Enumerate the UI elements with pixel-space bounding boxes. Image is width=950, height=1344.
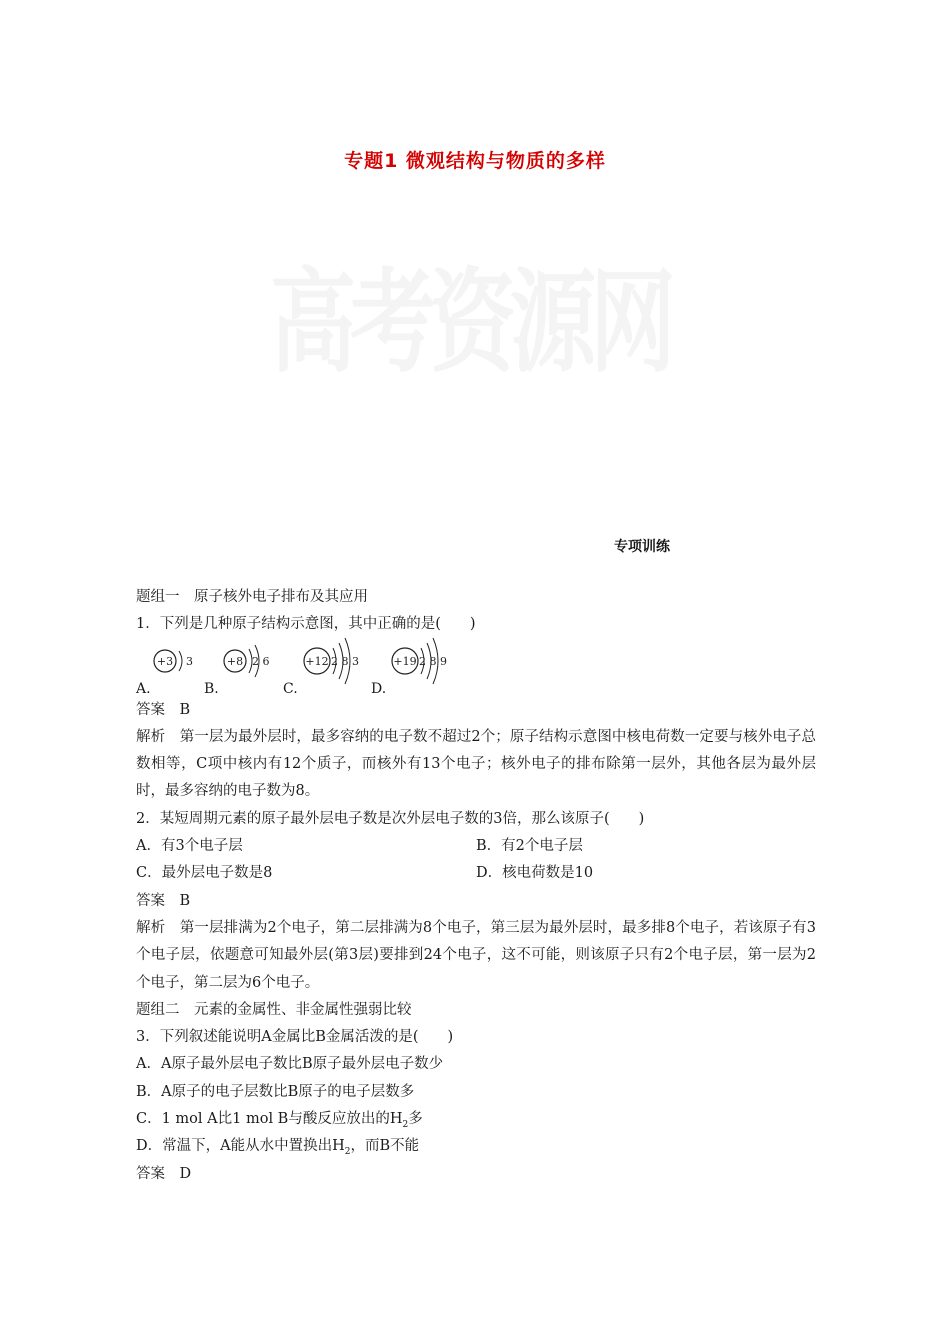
nucleus-charge: +8 [226, 654, 244, 668]
option-label: A. [136, 680, 151, 697]
group-heading-2: 题组二 元素的金属性、非金属性强弱比较 [136, 1001, 412, 1018]
atom-option-b [204, 639, 294, 697]
atom-option-d [371, 639, 481, 697]
nucleus-charge: +19 [393, 654, 417, 668]
shell-electrons: 2 8 9 [419, 654, 447, 668]
option-label: B. [204, 680, 219, 697]
question-2-stem: 2．某短周期元素的原子最外层电子数是次外层电子数的3倍，那么该原子( ) [136, 810, 645, 827]
nucleus-charge: +12 [305, 654, 329, 668]
shell-electrons: 2 6 [252, 654, 270, 668]
option-d: D．核电荷数是10 [476, 865, 594, 882]
option-d-text-end: ，而B不能 [350, 1138, 420, 1155]
document-title: 专题1 微观结构与物质的多样 [344, 150, 606, 172]
option-c-text: C．1 mol A比1 mol B与酸反应放出的H [136, 1111, 403, 1128]
subscript: 2 [402, 1119, 409, 1130]
subscript: 2 [344, 1147, 351, 1158]
atom-option-c [283, 639, 383, 697]
question-2-options-row-2 [136, 860, 816, 887]
group-heading-1: 题组一 原子核外电子排布及其应用 [136, 589, 368, 605]
question-3-stem: 3．下列叙述能说明A金属比B金属活泼的是( ) [136, 1029, 454, 1046]
question-2-options-row-1 [136, 833, 816, 860]
option-a: A．A原子最外层电子数比B原子最外层电子数少 [136, 1056, 444, 1073]
option-c-text-end: 多 [408, 1111, 423, 1128]
option-label: C. [283, 680, 298, 697]
option-a: A．有3个电子层 [136, 838, 243, 855]
section-heading: 专项训练 [614, 539, 670, 555]
question-1-answer: 答案 B [136, 701, 191, 718]
option-d [136, 1133, 816, 1160]
nucleus-charge: +3 [156, 654, 174, 668]
option-c [136, 1106, 816, 1133]
question-1-stem: 1．下列是几种原子结构示意图，其中正确的是( ) [136, 616, 476, 633]
atom-structure-a [152, 639, 212, 679]
option-d-text: D．常温下，A能从水中置换出H [136, 1138, 345, 1155]
watermark: 高考资源网 [270, 257, 670, 389]
atom-structure-d [389, 639, 489, 679]
document-body [136, 584, 816, 1188]
option-c: C．最外层电子数是8 [136, 865, 273, 882]
question-1-analysis: 解析 第一层为最外层时，最多容纳的电子数不超过2个；原子结构示意图中核电荷数一定要与核外电子总数相等，C项中核内有12个质子，而核外有13个电子；核外电子的排布除第一层外，其他各层为最外层时，最多容纳的电子数为8。 [136, 728, 816, 800]
option-b: B．有2个电子层 [476, 838, 583, 855]
atom-diagrams [136, 639, 816, 697]
option-b: B．A原子的电子层数比B原子的电子层数多 [136, 1083, 415, 1100]
shell-electrons: 3 [186, 654, 193, 668]
question-2-answer: 答案 B [136, 892, 191, 909]
question-2-analysis: 解析 第一层排满为2个电子，第二层排满为8个电子，第三层为最外层时，最多排8个电子，若该原子有3个电子层，依题意可知最外层(第3层)要排到24个电子，这不可能，则该原子只有2个电子层，第一层为2个电子，第二层为6个电子。 [136, 919, 816, 991]
question-3-answer: 答案 D [136, 1165, 192, 1182]
option-label: D. [371, 680, 387, 697]
atom-option-a [136, 639, 206, 697]
shell-electrons: 2 8 3 [331, 654, 359, 668]
